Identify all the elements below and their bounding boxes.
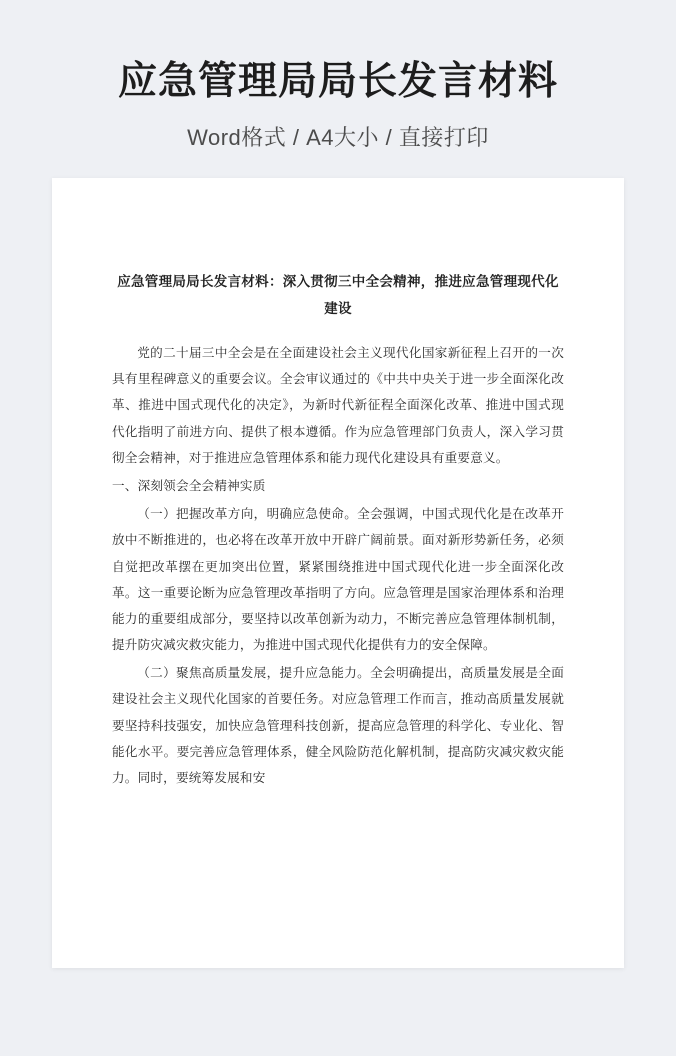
document-paragraph: 党的二十届三中全会是在全面建设社会主义现代化国家新征程上召开的一次具有里程碑意义的重要会议。全会审议通过的《中共中央关于进一步全面深化改革、推进中国式现代化的决定》，为新时代新征程全面深化改革、推进中国式现代化指明了前进方向、提供了根本遵循。作为应急管理部门负责人，深入学习贯彻全会精神，对于推进应急管理体系和能力现代化建设具有重要意义。	[112, 346, 564, 465]
page-title: 应急管理局局长发言材料	[117, 60, 558, 103]
document-preview-sheet	[52, 178, 624, 968]
document-title: 应急管理局局长发言材料：深入贯彻三中全会精神，推进应急管理现代化建设	[117, 274, 559, 316]
document-paragraph: （一）把握改革方向，明确应急使命。全会强调，中国式现代化是在改革开放中不断推进的，也必将在改革开放中开辟广阔前景。面对新形势新任务，必须自觉把改革摆在更加突出位置，紧紧围绕推进中国式现代化进一步全面深化改革。这一重要论断为应急管理改革指明了方向。应急管理是国家治理体系和治理能力的重要组成部分，要坚持以改革创新为动力，不断完善应急管理体制机制，提升防灾减灾救灾能力，为推进中国式现代化提供有力的安全保障。	[112, 507, 564, 653]
document-paragraph: 一、深刻领会全会精神实质	[112, 478, 266, 493]
document-paragraph: （二）聚焦高质量发展，提升应急能力。全会明确提出，高质量发展是全面建设社会主义现代化国家的首要任务。对应急管理工作而言，推动高质量发展就要坚持科技强安，加快应急管理科技创新，提高应急管理的科学化、专业化、智能化水平。要完善应急管理体系，健全风险防范化解机制，提高防灾减灾救灾能力。同时，要统筹发展和安	[112, 666, 564, 785]
page-subtitle: Word格式 / A4大小 / 直接打印	[187, 124, 489, 150]
page-header	[0, 0, 676, 152]
document-content	[52, 178, 624, 791]
